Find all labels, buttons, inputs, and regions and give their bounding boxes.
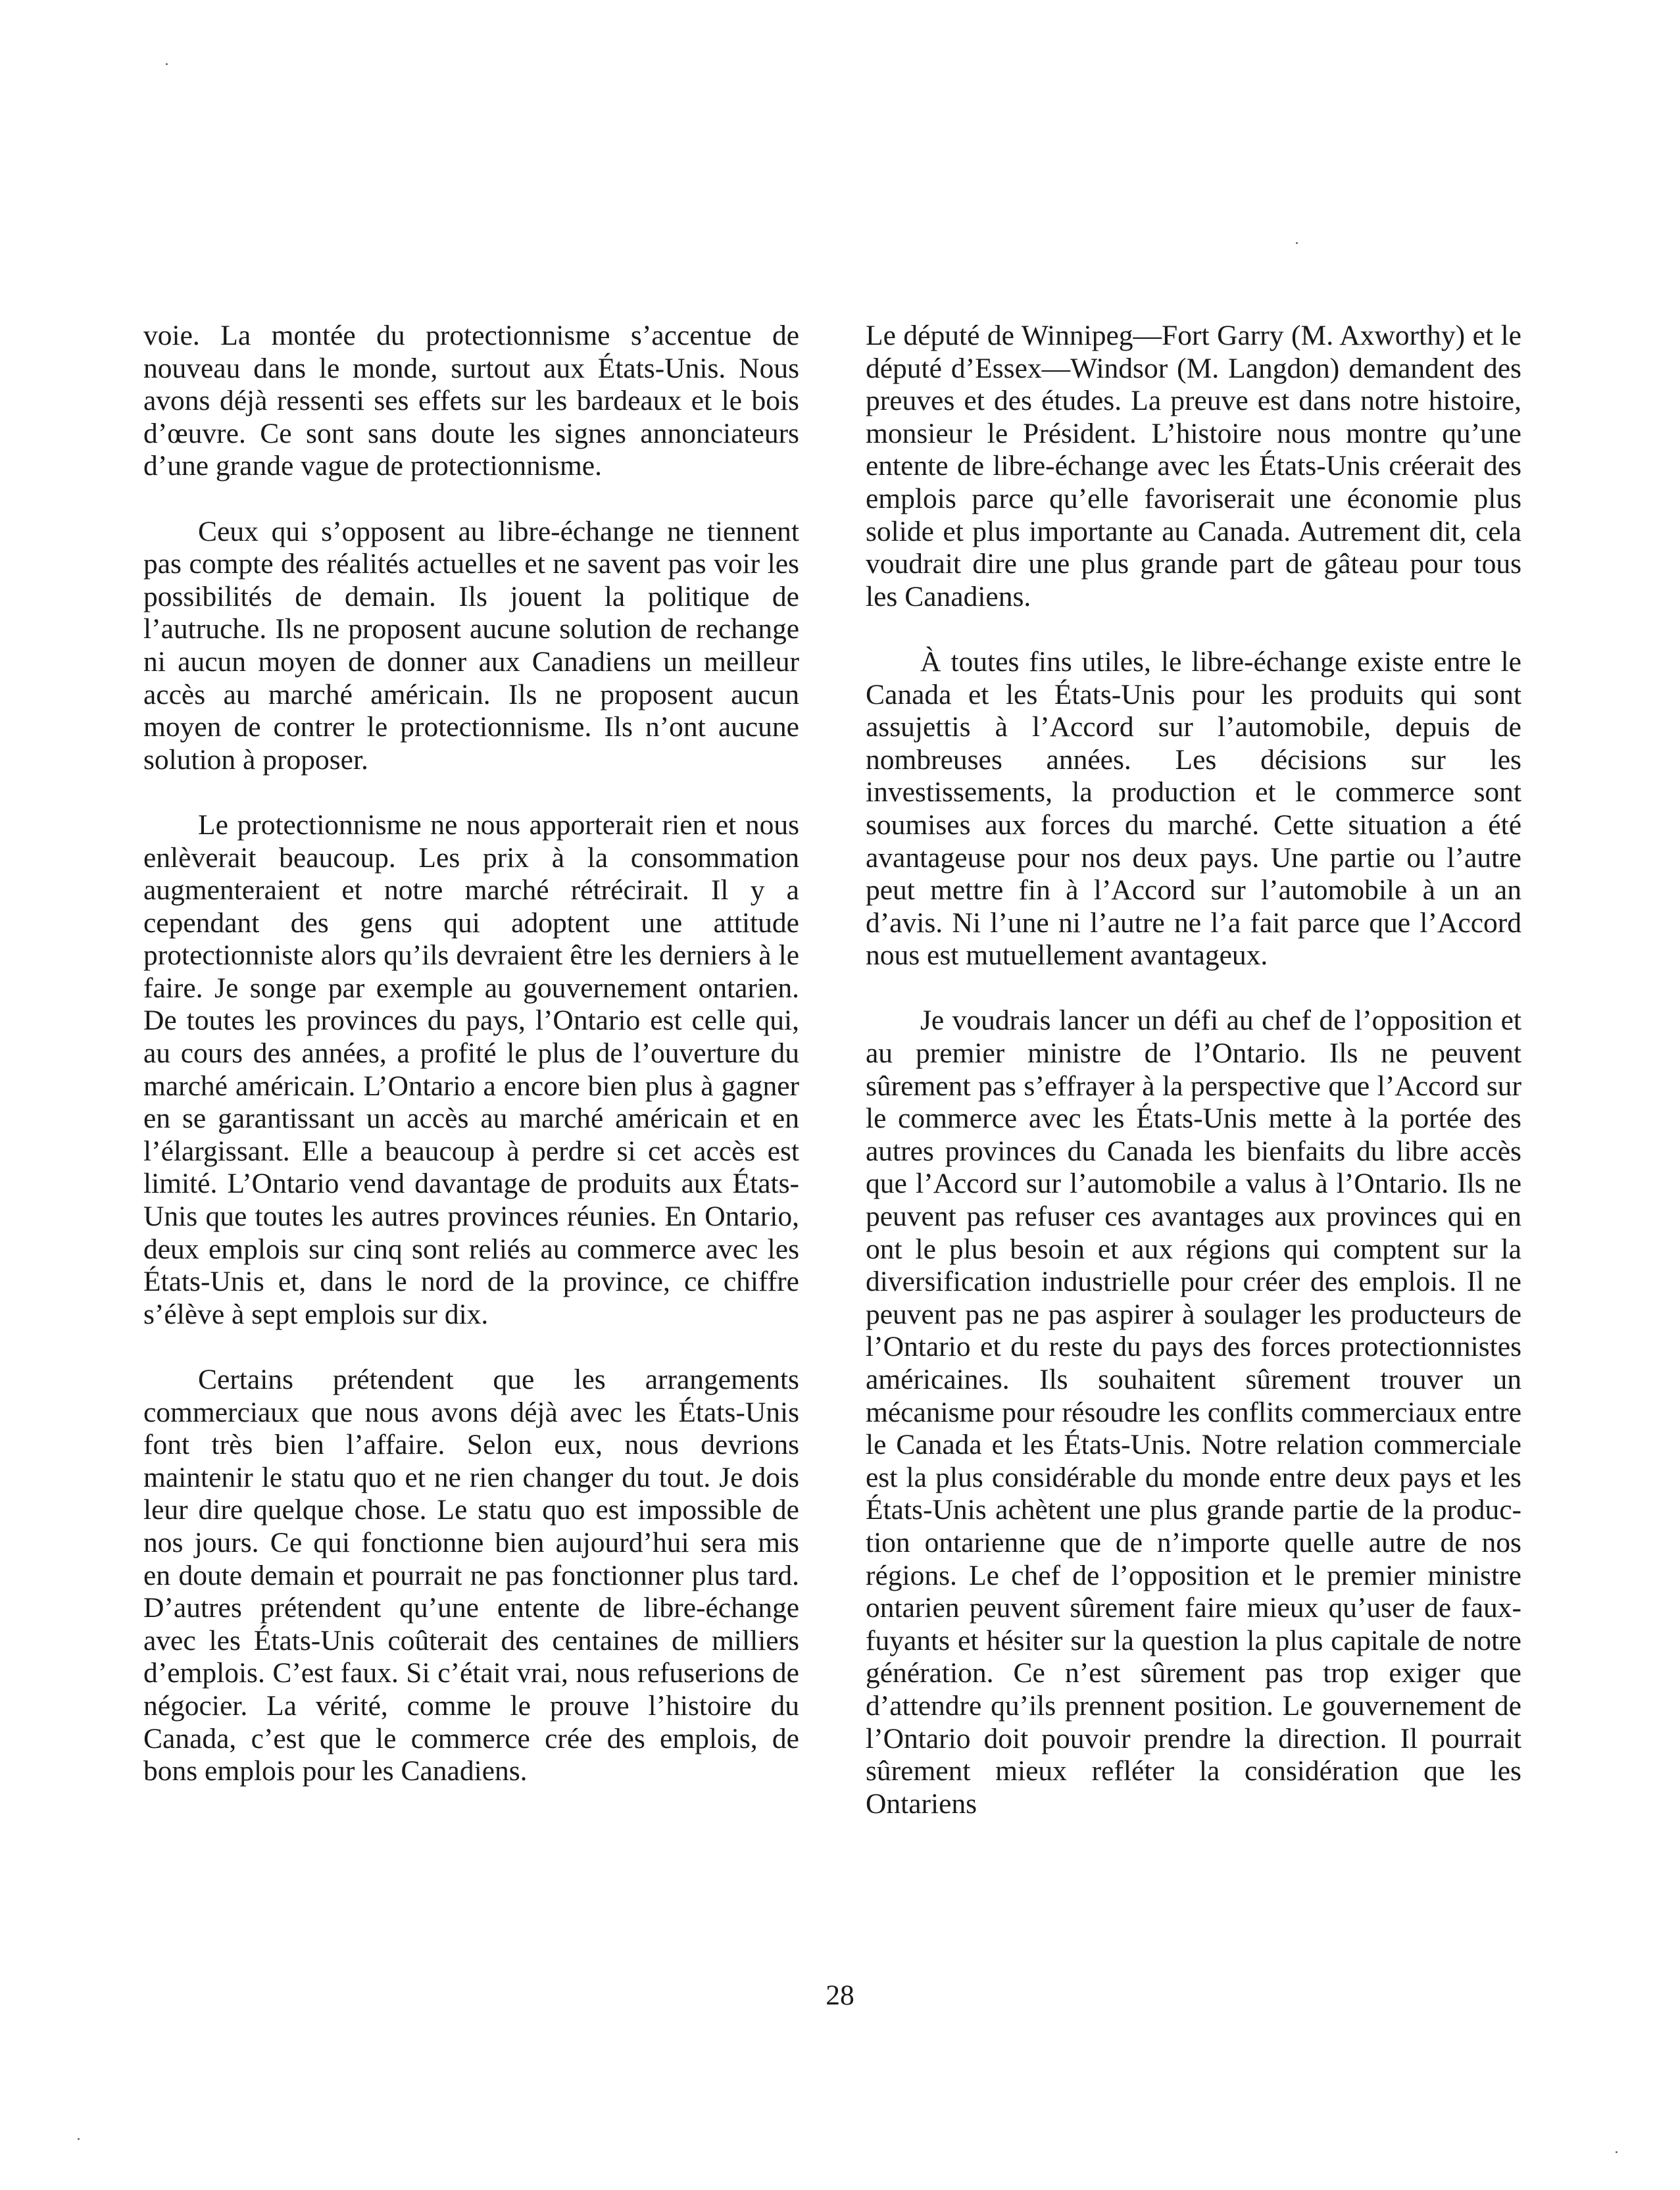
paragraph: Je voudrais lancer un défi au chef de l’opposition et au premier ministre de l’Ontario. Ils ne peuvent sûrement pas s’effrayer à la perspective que l’Accord sur le commerce avec les États-Unis mette à la portée des autres provinces du Canada les bienfaits du libre accès que l’Accord sur l’automobile a valus à l’Ontario. Ils ne peuvent pas refuser ces avantages aux provinces qui en ont le plus besoin et aux régions qui comptent sur la diversification industrielle pour créer des emplois. Il ne peuvent pas ne pas aspirer à soulager les producteurs de l’Ontario et du reste du pays des forces protectionnistes américaines. Ils souhaitent sûrement trouver un mécanisme pour résoudre les conflits commerciaux entre le Canada et les États-Unis. Notre relation commerciale est la plus considérable du monde entre deux pays et les États-Unis achètent une plus grande partie de la production ontarienne que de n’importe quelle autre de nos régions. Le chef de l’opposition et le premier ministre ontarien peuvent sûrement faire mieux qu’user de faux-fuyants et hésiter sur la question la plus capitale de notre génération. Ce n’est sûrement pas trop exiger que d’attendre qu’ils prennent position. Le gouvernement de l’Ontario doit pouvoir prendre la direction. Il pourrait sûrement mieux refléter la considération que les Ontariens <box>866 1005 1521 1820</box>
paragraph: Le député de Winnipeg—Fort Garry (M. Axworthy) et le député d’Essex—Windsor (M. Langdon) demandent des preuves et des études. La preuve est dans notre histoire, monsieur le Président. L’histoire nous montre qu’une entente de libre-échange avec les États-Unis créerait des emplois parce qu’elle favoriserait une économie plus solide et plus importante au Canada. Autrement dit, cela voudrait dire une plus grande part de gâteau pour tous les Canadiens. <box>866 320 1521 612</box>
page-number: 28 <box>826 1979 854 2011</box>
paragraph: Certains prétendent que les arrangements commerciaux que nous avons déjà avec les États-Unis font très bien l’affaire. Selon eux, nous devrions maintenir le statu quo et ne rien changer du tout. Je dois leur dire quelque chose. Le statu quo est impossible de nos jours. Ce qui fonctionne bien aujourd’hui sera mis en doute demain et pourrait ne pas fonctionner plus tard. D’autres prétendent qu’une entente de libre-échange avec les États-Unis coûterait des centaines de milliers d’emplois. C’est faux. Si c’était vrai, nous refuserions de négocier. La vérité, comme le prouve l’histoire du Canada, c’est que le commerce crée des emplois, de bons emplois pour les Canadiens. <box>143 1364 799 1787</box>
paragraph: Le protectionnisme ne nous apporterait rien et nous enlèverait beaucoup. Les prix à la consommation augmenteraient et notre marché rétrécirait. Il y a cependant des gens qui adoptent une attitude protectionniste alors qu’ils devraient être les derniers à le faire. Je songe par exemple au gouvernement ontarien. De toutes les provinces du pays, l’Ontario est celle qui, au cours des années, a profité le plus de l’ouverture du marché américain. L’Ontario a encore bien plus à gagner en se garantissant un accès au marché américain et en l’élargissant. Elle a beaucoup à perdre si cet accès est limité. L’Ontario vend davantage de produits aux États-Unis que toutes les autres provinces réunies. En Ontario, deux emplois sur cinq sont reliés au commerce avec les États-Unis et, dans le nord de la province, ce chiffre s’élève à sept emplois sur dix. <box>143 809 799 1330</box>
right-column <box>866 320 1521 1853</box>
paragraph: À toutes fins utiles, le libre-échange existe entre le Canada et les États-Unis pour les produits qui sont assujettis à l’Accord sur l’automobile, depuis de nombreuses années. Les décisions sur les investissements, la production et le commerce sont soumises aux forces du marché. Cette situation a été avantageuse pour nos deux pays. Une partie ou l’autre peut mettre fin à l’Accord sur l’automobile à un an d’avis. Ni l’une ni l’autre ne l’a fait parce que l’Accord nous est mutuellement avantageux. <box>866 645 1521 972</box>
left-column <box>143 320 799 1820</box>
paragraph: Ceux qui s’opposent au libre-échange ne tiennent pas compte des réalités actuelles et ne savent pas voir les possibilités de demain. Ils jouent la politique de l’autruche. Ils ne proposent aucune solution de rechange ni aucun moyen de donner aux Canadiens un meilleur accès au marché américain. Ils ne proposent aucun moyen de contrer le protectionnisme. Ils n’ont aucune solution à proposer. <box>143 515 799 776</box>
paragraph: voie. La montée du protectionnisme s’accentue de nouveau dans le monde, surtout aux États-Unis. Nous avons déjà ressenti ses effets sur les bardeaux et le bois d’œuvre. Ce sont sans doute les signes annonciateurs d’une grande vague de protectionnisme. <box>143 320 799 482</box>
